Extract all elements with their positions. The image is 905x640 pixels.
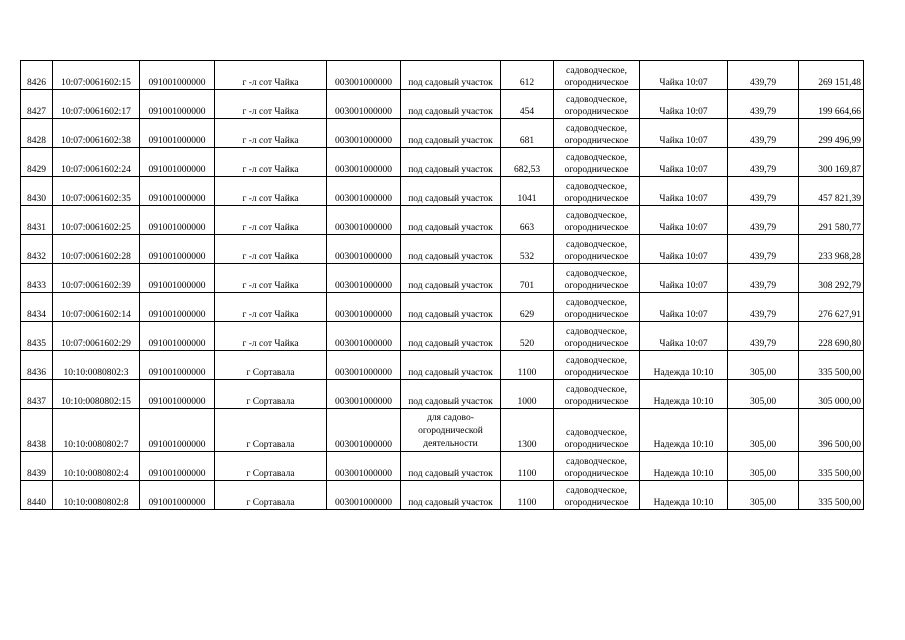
cadastral-value-cell: 396 500,00: [799, 409, 864, 452]
specific-value-cell: 439,79: [728, 61, 799, 90]
table-row: [21, 119, 864, 148]
row-number-cell: 8429: [21, 148, 53, 177]
use-description-line: огородническое: [564, 281, 629, 291]
area-cell: 1300: [501, 409, 554, 452]
use-description-line: садоводческое,: [566, 457, 627, 467]
specific-value-cell: 439,79: [728, 148, 799, 177]
cadastral-value-cell: 335 500,00: [799, 351, 864, 380]
permitted-use-cell: [401, 322, 501, 351]
specific-value-cell: 305,00: [728, 380, 799, 409]
use-description-line: огородническое: [564, 252, 629, 262]
permitted-use-cell: [401, 409, 501, 452]
use-description-line: садоводческое,: [566, 182, 627, 192]
oktmo-code-cell: 091001000000: [140, 264, 215, 293]
use-description-line: садоводческое,: [566, 124, 627, 134]
row-number-cell: 8433: [21, 264, 53, 293]
permitted-use-cell: [401, 177, 501, 206]
oktmo-code-cell: 091001000000: [140, 177, 215, 206]
zone-name-cell: Чайка 10:07: [640, 61, 728, 90]
area-cell: 701: [501, 264, 554, 293]
permitted-use-text: под садовый участок: [408, 498, 493, 508]
cadastral-number-cell: 10:10:0080802:8: [53, 481, 140, 510]
area-cell: 1100: [501, 351, 554, 380]
area-cell: 532: [501, 235, 554, 264]
use-description-line: садоводческое,: [566, 240, 627, 250]
row-number-cell: 8430: [21, 177, 53, 206]
use-description-line: огородническое: [564, 107, 629, 117]
location-cell: г Сортавала: [215, 452, 327, 481]
use-description-line: огородническое: [564, 194, 629, 204]
use-description-cell: [554, 90, 640, 119]
cadastral-number-cell: 10:07:0061602:17: [53, 90, 140, 119]
use-description-line: садоводческое,: [566, 428, 627, 438]
oktmo-code-cell: 091001000000: [140, 61, 215, 90]
oktmo-code-cell: 091001000000: [140, 351, 215, 380]
use-description-cell: [554, 61, 640, 90]
permitted-use-cell: [401, 264, 501, 293]
location-cell: г -л сот Чайка: [215, 235, 327, 264]
use-description-cell: [554, 452, 640, 481]
area-cell: 1041: [501, 177, 554, 206]
use-description-line: огородническое: [564, 165, 629, 175]
row-number-cell: 8440: [21, 481, 53, 510]
area-cell: 454: [501, 90, 554, 119]
oktmo-code-cell: 091001000000: [140, 322, 215, 351]
row-number-cell: 8428: [21, 119, 53, 148]
permitted-use-text: для садово- огороднической деятельности: [418, 413, 483, 449]
use-description-line: садоводческое,: [566, 66, 627, 76]
permitted-use-cell: [401, 481, 501, 510]
location-cell: г -л сот Чайка: [215, 148, 327, 177]
oktmo-code-cell: 091001000000: [140, 293, 215, 322]
use-description-cell: [554, 351, 640, 380]
area-cell: 612: [501, 61, 554, 90]
area-cell: 681: [501, 119, 554, 148]
row-number-cell: 8437: [21, 380, 53, 409]
category-code-cell: 003001000000: [327, 264, 401, 293]
row-number-cell: 8438: [21, 409, 53, 452]
use-description-cell: [554, 235, 640, 264]
specific-value-cell: 439,79: [728, 90, 799, 119]
permitted-use-cell: [401, 61, 501, 90]
zone-name-cell: Надежда 10:10: [640, 452, 728, 481]
use-description-cell: [554, 148, 640, 177]
use-description-line: огородническое: [564, 368, 629, 378]
use-description-cell: [554, 177, 640, 206]
use-description-line: огородническое: [564, 136, 629, 146]
use-description-line: садоводческое,: [566, 95, 627, 105]
cadastral-number-cell: 10:07:0061602:15: [53, 61, 140, 90]
permitted-use-text: под садовый участок: [408, 281, 493, 291]
location-cell: г -л сот Чайка: [215, 322, 327, 351]
area-cell: 663: [501, 206, 554, 235]
table-row: [21, 293, 864, 322]
area-cell: 1000: [501, 380, 554, 409]
permitted-use-cell: [401, 90, 501, 119]
zone-name-cell: Чайка 10:07: [640, 148, 728, 177]
cadastral-value-cell: 291 580,77: [799, 206, 864, 235]
cadastral-value-cell: 308 292,79: [799, 264, 864, 293]
row-number-cell: 8432: [21, 235, 53, 264]
area-cell: 629: [501, 293, 554, 322]
location-cell: г -л сот Чайка: [215, 61, 327, 90]
category-code-cell: 003001000000: [327, 322, 401, 351]
category-code-cell: 003001000000: [327, 148, 401, 177]
use-description-line: садоводческое,: [566, 269, 627, 279]
permitted-use-cell: [401, 235, 501, 264]
permitted-use-text: под садовый участок: [408, 310, 493, 320]
use-description-line: садоводческое,: [566, 327, 627, 337]
cadastral-value-cell: 457 821,39: [799, 177, 864, 206]
table-row: [21, 206, 864, 235]
category-code-cell: 003001000000: [327, 351, 401, 380]
row-number-cell: 8434: [21, 293, 53, 322]
cadastral-value-cell: 335 500,00: [799, 452, 864, 481]
use-description-cell: [554, 206, 640, 235]
use-description-line: огородническое: [564, 469, 629, 479]
table-row: [21, 409, 864, 452]
permitted-use-text: под садовый участок: [408, 339, 493, 349]
use-description-cell: [554, 119, 640, 148]
specific-value-cell: 439,79: [728, 119, 799, 148]
area-cell: 682,53: [501, 148, 554, 177]
oktmo-code-cell: 091001000000: [140, 452, 215, 481]
specific-value-cell: 305,00: [728, 351, 799, 380]
category-code-cell: 003001000000: [327, 452, 401, 481]
specific-value-cell: 439,79: [728, 235, 799, 264]
row-number-cell: 8439: [21, 452, 53, 481]
location-cell: г -л сот Чайка: [215, 177, 327, 206]
zone-name-cell: Надежда 10:10: [640, 351, 728, 380]
cadastral-number-cell: 10:10:0080802:15: [53, 380, 140, 409]
row-number-cell: 8426: [21, 61, 53, 90]
category-code-cell: 003001000000: [327, 293, 401, 322]
permitted-use-cell: [401, 351, 501, 380]
zone-name-cell: Чайка 10:07: [640, 322, 728, 351]
location-cell: г -л сот Чайка: [215, 206, 327, 235]
oktmo-code-cell: 091001000000: [140, 90, 215, 119]
oktmo-code-cell: 091001000000: [140, 206, 215, 235]
oktmo-code-cell: 091001000000: [140, 409, 215, 452]
use-description-line: огородническое: [564, 339, 629, 349]
table-row: [21, 452, 864, 481]
permitted-use-cell: [401, 452, 501, 481]
permitted-use-cell: [401, 206, 501, 235]
cadastral-value-cell: 233 968,28: [799, 235, 864, 264]
specific-value-cell: 439,79: [728, 293, 799, 322]
specific-value-cell: 305,00: [728, 481, 799, 510]
use-description-cell: [554, 322, 640, 351]
zone-name-cell: Чайка 10:07: [640, 206, 728, 235]
cadastral-number-cell: 10:07:0061602:25: [53, 206, 140, 235]
cadastral-number-cell: 10:10:0080802:7: [53, 409, 140, 452]
specific-value-cell: 439,79: [728, 177, 799, 206]
use-description-cell: [554, 481, 640, 510]
row-number-cell: 8435: [21, 322, 53, 351]
use-description-line: огородническое: [564, 78, 629, 88]
use-description-line: садоводческое,: [566, 298, 627, 308]
location-cell: г Сортавала: [215, 351, 327, 380]
category-code-cell: 003001000000: [327, 481, 401, 510]
table-row: [21, 148, 864, 177]
zone-name-cell: Чайка 10:07: [640, 177, 728, 206]
permitted-use-text: под садовый участок: [408, 252, 493, 262]
cadastral-value-cell: 299 496,99: [799, 119, 864, 148]
table-row: [21, 380, 864, 409]
oktmo-code-cell: 091001000000: [140, 119, 215, 148]
category-code-cell: 003001000000: [327, 380, 401, 409]
use-description-cell: [554, 293, 640, 322]
area-cell: 520: [501, 322, 554, 351]
area-cell: 1100: [501, 481, 554, 510]
table-row: [21, 322, 864, 351]
permitted-use-text: под садовый участок: [408, 107, 493, 117]
location-cell: г -л сот Чайка: [215, 90, 327, 119]
cadastral-number-cell: 10:07:0061602:39: [53, 264, 140, 293]
use-description-line: садоводческое,: [566, 385, 627, 395]
use-description-line: огородническое: [564, 310, 629, 320]
row-number-cell: 8427: [21, 90, 53, 119]
specific-value-cell: 305,00: [728, 452, 799, 481]
category-code-cell: 003001000000: [327, 119, 401, 148]
specific-value-cell: 439,79: [728, 322, 799, 351]
table-row: [21, 235, 864, 264]
table-body: [21, 61, 864, 510]
permitted-use-text: под садовый участок: [408, 78, 493, 88]
table-row: [21, 61, 864, 90]
cadastral-value-cell: 300 169,87: [799, 148, 864, 177]
row-number-cell: 8436: [21, 351, 53, 380]
table-row: [21, 481, 864, 510]
oktmo-code-cell: 091001000000: [140, 481, 215, 510]
category-code-cell: 003001000000: [327, 177, 401, 206]
permitted-use-cell: [401, 148, 501, 177]
zone-name-cell: Надежда 10:10: [640, 481, 728, 510]
cadastral-number-cell: 10:07:0061602:35: [53, 177, 140, 206]
category-code-cell: 003001000000: [327, 90, 401, 119]
use-description-line: садоводческое,: [566, 153, 627, 163]
permitted-use-text: под садовый участок: [408, 136, 493, 146]
permitted-use-text: под садовый участок: [408, 368, 493, 378]
cadastral-value-cell: 199 664,66: [799, 90, 864, 119]
permitted-use-cell: [401, 119, 501, 148]
category-code-cell: 003001000000: [327, 409, 401, 452]
location-cell: г -л сот Чайка: [215, 119, 327, 148]
zone-name-cell: Надежда 10:10: [640, 409, 728, 452]
cadastral-value-cell: 335 500,00: [799, 481, 864, 510]
use-description-line: садоводческое,: [566, 486, 627, 496]
cadastral-number-cell: 10:07:0061602:38: [53, 119, 140, 148]
permitted-use-text: под садовый участок: [408, 469, 493, 479]
table-row: [21, 264, 864, 293]
cadastral-value-cell: 228 690,80: [799, 322, 864, 351]
permitted-use-cell: [401, 380, 501, 409]
location-cell: г -л сот Чайка: [215, 293, 327, 322]
cadastral-number-cell: 10:07:0061602:24: [53, 148, 140, 177]
cadastral-number-cell: 10:10:0080802:3: [53, 351, 140, 380]
permitted-use-text: под садовый участок: [408, 194, 493, 204]
permitted-use-cell: [401, 293, 501, 322]
use-description-line: огородническое: [564, 223, 629, 233]
zone-name-cell: Чайка 10:07: [640, 119, 728, 148]
use-description-cell: [554, 409, 640, 452]
cadastral-value-table: [20, 60, 864, 510]
category-code-cell: 003001000000: [327, 61, 401, 90]
zone-name-cell: Чайка 10:07: [640, 264, 728, 293]
oktmo-code-cell: 091001000000: [140, 380, 215, 409]
location-cell: г Сортавала: [215, 481, 327, 510]
use-description-line: огородническое: [564, 498, 629, 508]
area-cell: 1100: [501, 452, 554, 481]
cadastral-value-cell: 269 151,48: [799, 61, 864, 90]
category-code-cell: 003001000000: [327, 206, 401, 235]
use-description-line: огородническое: [564, 440, 629, 450]
oktmo-code-cell: 091001000000: [140, 148, 215, 177]
permitted-use-text: под садовый участок: [408, 165, 493, 175]
table-row: [21, 351, 864, 380]
oktmo-code-cell: 091001000000: [140, 235, 215, 264]
use-description-cell: [554, 264, 640, 293]
zone-name-cell: Чайка 10:07: [640, 90, 728, 119]
location-cell: г -л сот Чайка: [215, 264, 327, 293]
specific-value-cell: 439,79: [728, 264, 799, 293]
cadastral-number-cell: 10:10:0080802:4: [53, 452, 140, 481]
permitted-use-text: под садовый участок: [408, 223, 493, 233]
table-row: [21, 90, 864, 119]
zone-name-cell: Чайка 10:07: [640, 293, 728, 322]
specific-value-cell: 305,00: [728, 409, 799, 452]
specific-value-cell: 439,79: [728, 206, 799, 235]
table-row: [21, 177, 864, 206]
row-number-cell: 8431: [21, 206, 53, 235]
use-description-line: огородническое: [564, 397, 629, 407]
category-code-cell: 003001000000: [327, 235, 401, 264]
cadastral-number-cell: 10:07:0061602:28: [53, 235, 140, 264]
location-cell: г Сортавала: [215, 409, 327, 452]
cadastral-value-cell: 276 627,91: [799, 293, 864, 322]
zone-name-cell: Чайка 10:07: [640, 235, 728, 264]
location-cell: г Сортавала: [215, 380, 327, 409]
use-description-line: садоводческое,: [566, 211, 627, 221]
use-description-line: садоводческое,: [566, 356, 627, 366]
cadastral-number-cell: 10:07:0061602:29: [53, 322, 140, 351]
permitted-use-text: под садовый участок: [408, 397, 493, 407]
zone-name-cell: Надежда 10:10: [640, 380, 728, 409]
use-description-cell: [554, 380, 640, 409]
cadastral-number-cell: 10:07:0061602:14: [53, 293, 140, 322]
cadastral-value-cell: 305 000,00: [799, 380, 864, 409]
